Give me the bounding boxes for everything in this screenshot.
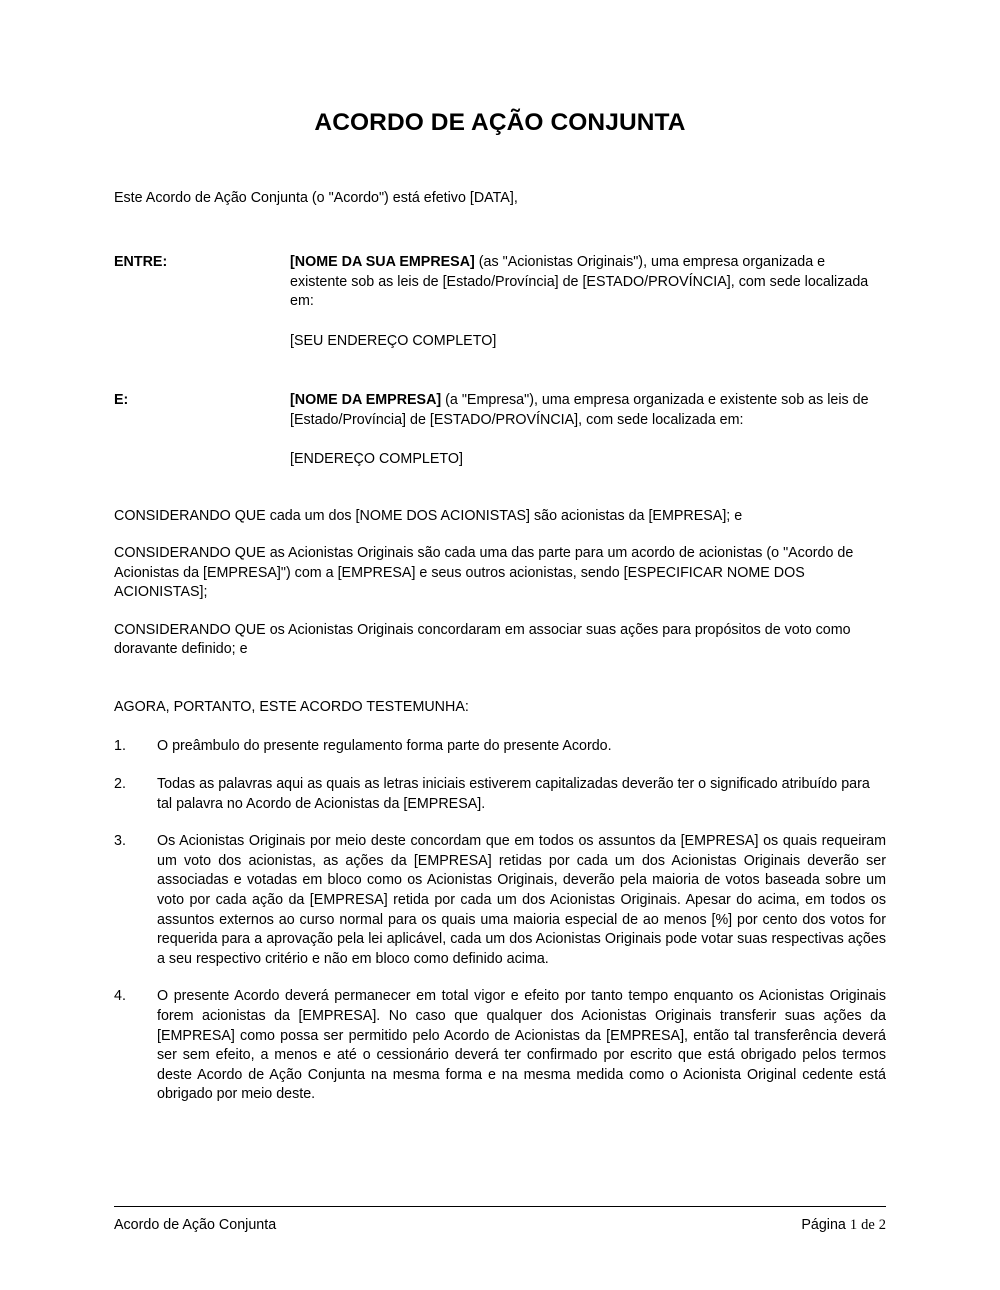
party-address-between: [SEU ENDEREÇO COMPLETO]: [290, 332, 497, 349]
intro-paragraph: Este Acordo de Ação Conjunta (o "Acordo") está efetivo [DATA],: [114, 190, 518, 207]
party-name-between: [NOME DA SUA EMPRESA]: [290, 254, 475, 271]
party-description-and: [290, 391, 886, 430]
clause-text: O presente Acordo deverá permanecer em total vigor e efeito por tanto tempo enquanto os Acionistas Originais forem acionistas da [EMPRESA]. No caso que qualquer dos Acionistas Originais transferir suas ações da [EMPRESA] como possa ser permitido pelo Acordo de Acionistas da [EMPRESA], então tal transferência deverá ser sem efeito, a menos e até o cessionário deverá ter confirmado por escrito que está obrigado pelos termos deste Acordo de Ação Conjunta na mesma forma e na mesma medida como o Acionista Original cedente está obrigado por meio deste.: [157, 988, 886, 1103]
document-content: [114, 0, 886, 1105]
party-block-and: [114, 351, 886, 470]
party-detail-and: (a "Empresa"), uma empresa organizada e existente sob as leis de [Estado/Província] de [ESTADO/PROVÍNCIA], com sede localizada em:: [290, 392, 869, 428]
party-label-and: E:: [114, 392, 129, 409]
clause-item: [114, 737, 886, 757]
party-detail-between: (as "Acionistas Originais"), uma empresa organizada e existente sob as leis de [Estado/Província] de [ESTADO/PROVÍNCIA], com sede localizada em:: [290, 254, 869, 310]
clause-item: [114, 814, 886, 969]
recital-paragraph: CONSIDERANDO QUE os Acionistas Originais concordaram em associar suas ações para propósitos de voto como doravante definido; e: [114, 621, 851, 658]
recital-paragraph: CONSIDERANDO QUE cada um dos [NOME DOS ACIONISTAS] são acionistas da [EMPRESA]; e: [114, 507, 743, 524]
footer-page-indicator: [801, 1216, 886, 1234]
footer-page-connector: de: [861, 1217, 875, 1233]
party-label-between: ENTRE:: [114, 254, 168, 271]
now-therefore-paragraph: AGORA, PORTANTO, ESTE ACORDO TESTEMUNHA:: [114, 698, 469, 715]
footer-row: [114, 1207, 886, 1234]
party-description-between: [290, 253, 886, 312]
party-block-between: [114, 208, 886, 351]
footer-page-total: 2: [878, 1217, 886, 1233]
clause-text: O preâmbulo do presente regulamento forma parte do presente Acordo.: [157, 738, 612, 755]
footer-document-name: Acordo de Ação Conjunta: [114, 1217, 277, 1233]
party-body-and: [290, 391, 886, 470]
clause-list: [114, 717, 886, 1105]
clause-number: 3.: [114, 833, 126, 850]
party-name-and: [NOME DA EMPRESA]: [290, 392, 442, 409]
clause-number: 1.: [114, 738, 126, 755]
footer-page-current: 1: [849, 1217, 858, 1233]
page-title: ACORDO DE AÇÃO CONJUNTA: [314, 109, 686, 136]
page-footer: [114, 1206, 886, 1234]
clause-text: Os Acionistas Originais por meio deste concordam que em todos os assuntos da [EMPRESA] os quais requeiram um voto dos acionistas, as ações da [EMPRESA] retidas por cada um dos Acionistas Originais deverão ser associadas e votadas em bloco como os Acionistas Originais, deverão pela maioria de votos baseada sobre um voto por cada ação da [EMPRESA] retida por cada um dos Acionistas Originais. Apesar do acima, em todos os assuntos externos ao curso normal para os quais uma maioria especial de ao menos [%] por cento dos votos for requerida para a aprovação pela lei aplicável, cada um dos Acionistas Originais pode votar suas respectivas ações a seu respectivo critério e não em bloco como definido acima.: [157, 833, 886, 967]
clause-number: 2.: [114, 775, 126, 792]
recital-paragraph: CONSIDERANDO QUE as Acionistas Originais são cada uma das parte para um acordo de acionistas (o "Acordo de Acionistas da [EMPRESA]") com a [EMPRESA] e seus outros acionistas, sendo [ESPECIFICAR NOME DOS ACIONISTAS];: [114, 545, 854, 601]
footer-page-prefix: Página: [801, 1217, 846, 1233]
clause-number: 4.: [114, 988, 126, 1005]
party-address-and: [ENDEREÇO COMPLETO]: [290, 451, 463, 468]
clause-item: [114, 969, 886, 1105]
party-body-between: [290, 253, 886, 351]
clause-text: Todas as palavras aqui as quais as letras iniciais estiverem capitalizadas deverão ter o significado atribuído para tal palavra no Acordo de Acionistas da [EMPRESA].: [157, 775, 870, 812]
clause-item: [114, 757, 886, 814]
